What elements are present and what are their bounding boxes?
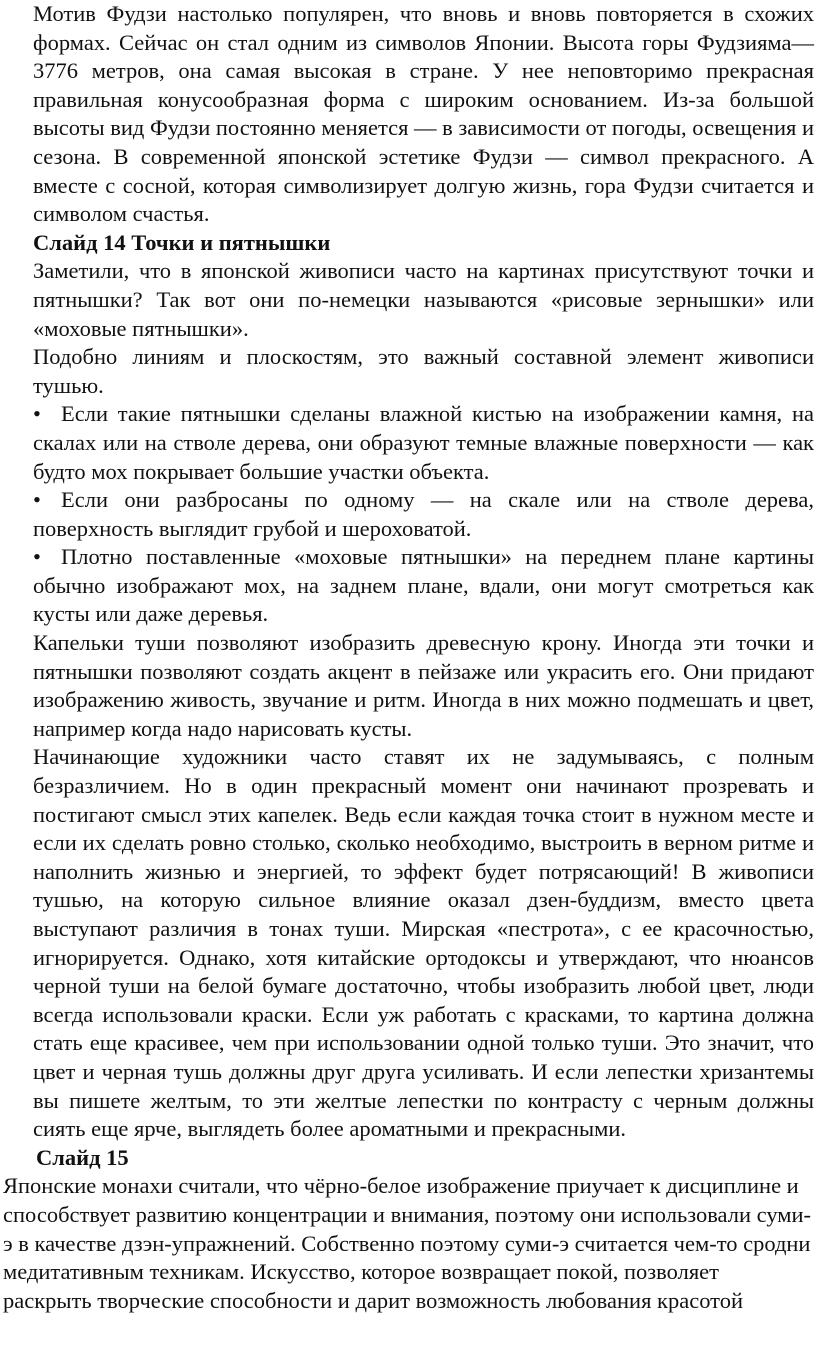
- bullet-icon: •: [33, 401, 41, 427]
- bullet-icon: •: [33, 487, 41, 513]
- bullet-item-wet-brush: [0, 400, 816, 486]
- paragraph-monks: Японские монахи считали, что чёрно-белое изображение приучает к дисциплине и способствует развитию концентрации и внимания, поэтому они использовали суми-э в качестве дзэн-упражнений. Собственно поэтому суми-э считается чем-то сродни медитативным техникам. Искусство, которое возвращает покой, позволяет раскрыть творческие способности и дарит возможность любования красотой: [3, 1173, 812, 1313]
- bullet-text: Если они разбросаны по одному — на скале или на стволе дерева, поверхность выглядит грубой и шероховатой.: [33, 487, 814, 541]
- bullet-item-moss-dots: [0, 543, 816, 629]
- paragraph-ink-drops: Капельки туши позволяют изобразить древесную крону. Иногда эти точки и пятнышки позволяют создать акцент в пейзаже или украсить его. Они придают изображению живость, звучание и ритм. Иногда в них можно подмешать и цвет, например когда надо нарисовать кусты.: [33, 630, 814, 741]
- bullet-text: Плотно поставленные «моховые пятнышки» на переднем плане картины обычно изображают мох, на заднем плане, вдали, они могут смотреться как кусты или даже деревья.: [33, 544, 814, 627]
- bullet-icon: •: [33, 544, 41, 570]
- bullet-text: Если такие пятнышки сделаны влажной кистью на изображении камня, на скалах или на стволе дерева, они образуют темные влажные поверхности — как будто мох покрывает большие участки объекта.: [33, 401, 814, 484]
- paragraph-dots-intro: Заметили, что в японской живописи часто на картинах присутствуют точки и пятнышки? Так вот они по-немецки называются «рисовые зернышки» или «моховые пятнышки».: [33, 258, 814, 341]
- paragraph-fuji: Мотив Фудзи настолько популярен, что вновь и вновь повторяется в схожих формах. Сейчас он стал одним из символов Японии. Высота горы Фудзияма— 3776 метров, она самая высокая в стране. У нее неповторимо прекрасная правильная конусообразная форма с широким основанием. Из-за большой высоты вид Фудзи постоянно меняется — в зависимости от погоды, освещения и сезона. В современной японской эстетике Фудзи — символ прекрасного. А вместе с сосной, которая символизирует долгую жизнь, гора Фудзи считается и символом счастья.: [33, 1, 814, 227]
- heading-slide-15: Слайд 15: [36, 1144, 129, 1170]
- heading-slide-14: Слайд 14 Точки и пятнышки: [33, 229, 331, 255]
- bullet-item-scattered: [0, 486, 816, 543]
- paragraph-dots-element: Подобно линиям и плоскостям, это важный составной элемент живописи тушью.: [33, 344, 814, 398]
- paragraph-beginners: Начинающие художники часто ставят их не задумываясь, с полным безразличием. Но в один прекрасный момент они начинают прозревать и постигают смысл этих капелек. Ведь если каждая точка стоит в нужном месте и если их сделать ровно столько, сколько необходимо, выстроить в верном ритме и наполнить жизнью и энергией, то эффект будет потрясающий! В живописи тушью, на которую сильное влияние оказал дзен-буддизм, вместо цвета выступают различия в тонах туши. Мирская «пестрота», с ее красочностью, игнорируется. Однако, хотя китайские ортодоксы и утверждают, что нюансов черной туши на белой бумаге достаточно, чтобы изобразить любой цвет, люди всегда использовали краски. Если уж работать с красками, то картина должна стать еще красивее, чем при использовании одной только туши. Это значит, что цвет и черная тушь должны друг друга усиливать. И если лепестки хризантемы вы пишете желтым, то эти желтые лепестки по контрасту с черным должны сиять еще ярче, выглядеть более ароматными и прекрасными.: [33, 744, 814, 1142]
